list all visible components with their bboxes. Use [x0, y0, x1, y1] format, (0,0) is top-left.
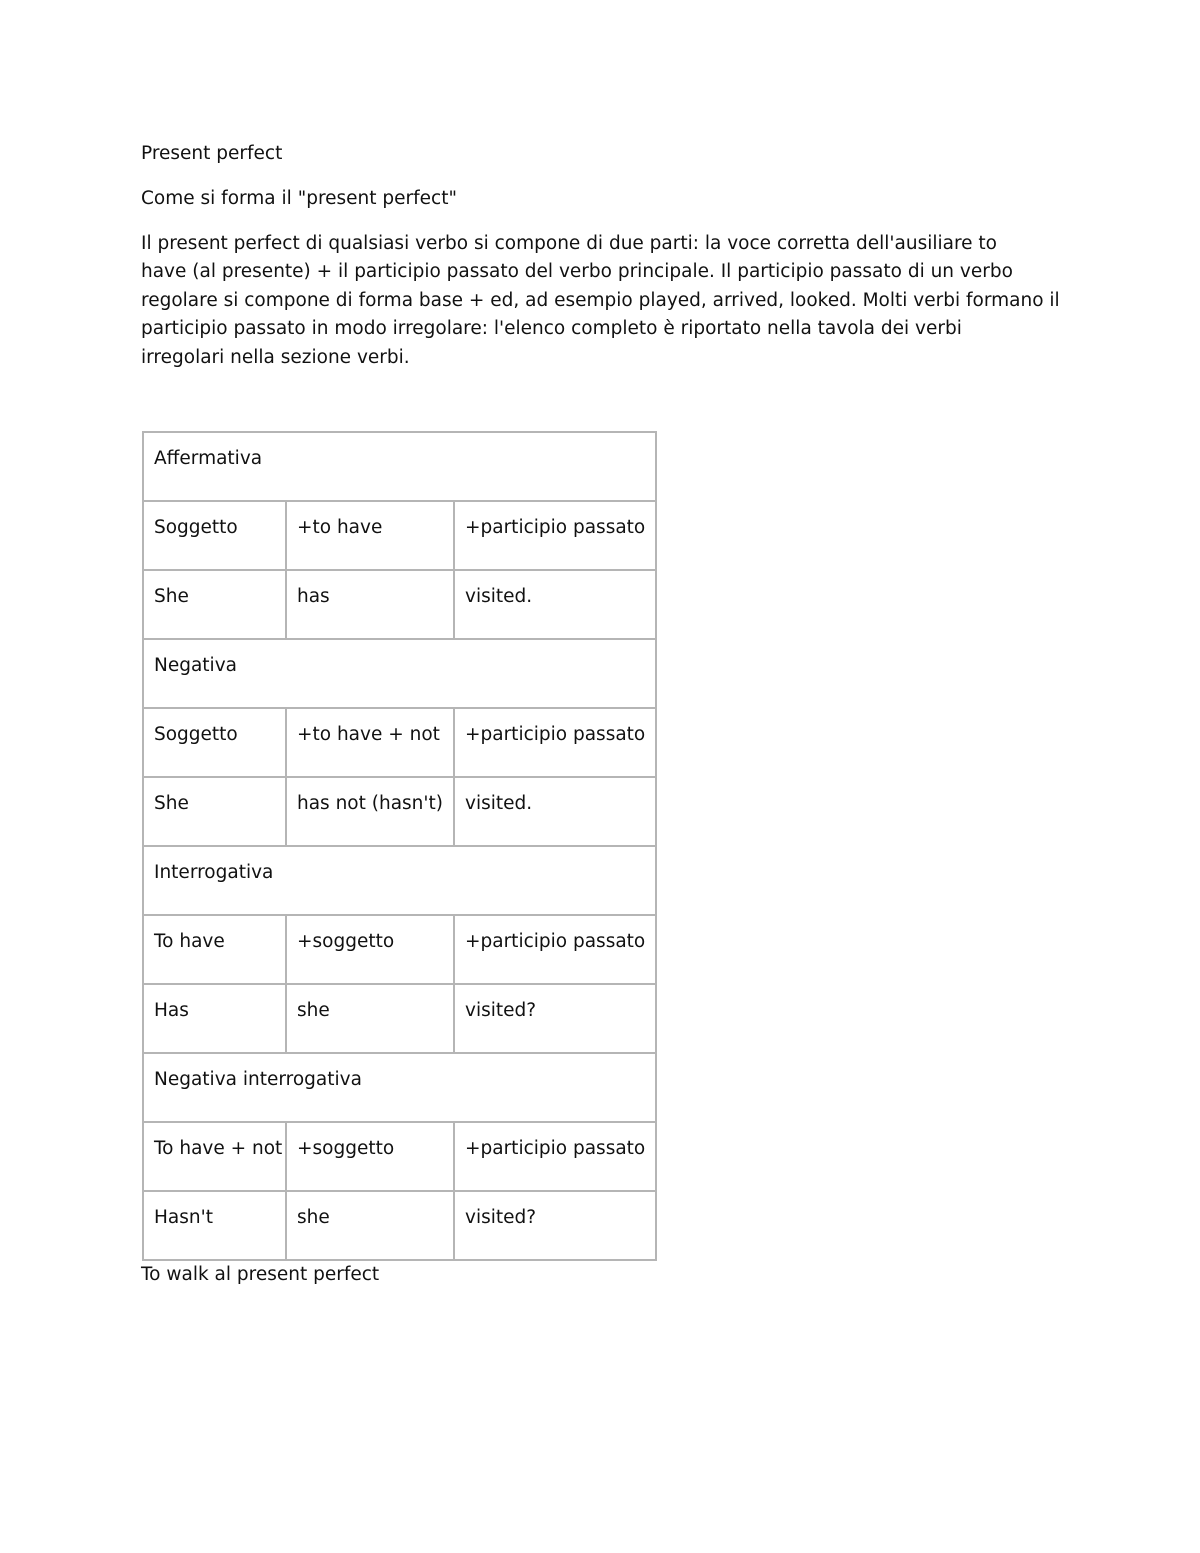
paragraph-line: regolare si compone di forma base + ed, ad esempio played, arrived, looked. Molti verbi formano il — [141, 289, 1060, 311]
paragraph-line: participio passato in modo irregolare: l'elenco completo è riportato nella tavola dei verbi — [141, 318, 962, 340]
table-cell: +to have + not — [286, 708, 454, 777]
section-heading-negativa-interrogativa: Negativa interrogativa — [143, 1053, 656, 1122]
table-cell: has not (hasn't) — [286, 777, 454, 846]
table-cell: visited? — [454, 984, 656, 1053]
table-cell: +participio passato — [454, 708, 656, 777]
section-heading-row — [143, 432, 656, 501]
paragraph-line: Il present perfect di qualsiasi verbo si compone di due parti: la voce corretta dell'ausiliare to — [141, 233, 997, 254]
table-cell: Has — [143, 984, 286, 1053]
table-cell: She — [143, 570, 286, 639]
table-cell: +soggetto — [286, 1122, 454, 1191]
table-row — [143, 570, 656, 639]
table-cell: she — [286, 1191, 454, 1260]
table-cell: +participio passato — [454, 501, 656, 570]
table-row — [143, 915, 656, 984]
table-row — [143, 501, 656, 570]
paragraph-line: have (al presente) + il participio passato del verbo principale. Il participio passato di un verbo — [141, 261, 1013, 283]
table-row — [143, 1122, 656, 1191]
section-subtitle: Come si forma il "present perfect" — [141, 188, 457, 209]
table-cell: Soggetto — [143, 501, 286, 570]
section-heading-row — [143, 639, 656, 708]
section-heading-row — [143, 1053, 656, 1122]
table-cell: Hasn't — [143, 1191, 286, 1260]
footer-text: To walk al present perfect — [141, 1264, 380, 1285]
table-cell: +participio passato — [454, 1122, 656, 1191]
table-row — [143, 708, 656, 777]
table-cell: visited. — [454, 777, 656, 846]
table-cell: has — [286, 570, 454, 639]
table-row — [143, 1191, 656, 1260]
table-cell: She — [143, 777, 286, 846]
table-cell: visited. — [454, 570, 656, 639]
table-row — [143, 777, 656, 846]
section-heading-interrogativa: Interrogativa — [143, 846, 656, 915]
table-cell: Soggetto — [143, 708, 286, 777]
section-heading-negativa: Negativa — [143, 639, 656, 708]
table-cell: she — [286, 984, 454, 1053]
conjugation-table — [142, 431, 657, 1261]
table-cell: To have — [143, 915, 286, 984]
table-cell: To have + not — [143, 1122, 286, 1191]
table-cell: +soggetto — [286, 915, 454, 984]
intro-paragraph — [141, 230, 1061, 372]
table-cell: +to have — [286, 501, 454, 570]
section-heading-affermativa: Affermativa — [143, 432, 656, 501]
table-cell: visited? — [454, 1191, 656, 1260]
paragraph-line: irregolari nella sezione verbi. — [141, 346, 410, 368]
section-heading-row — [143, 846, 656, 915]
table-cell: +participio passato — [454, 915, 656, 984]
table-row — [143, 984, 656, 1053]
page-title: Present perfect — [141, 143, 283, 164]
